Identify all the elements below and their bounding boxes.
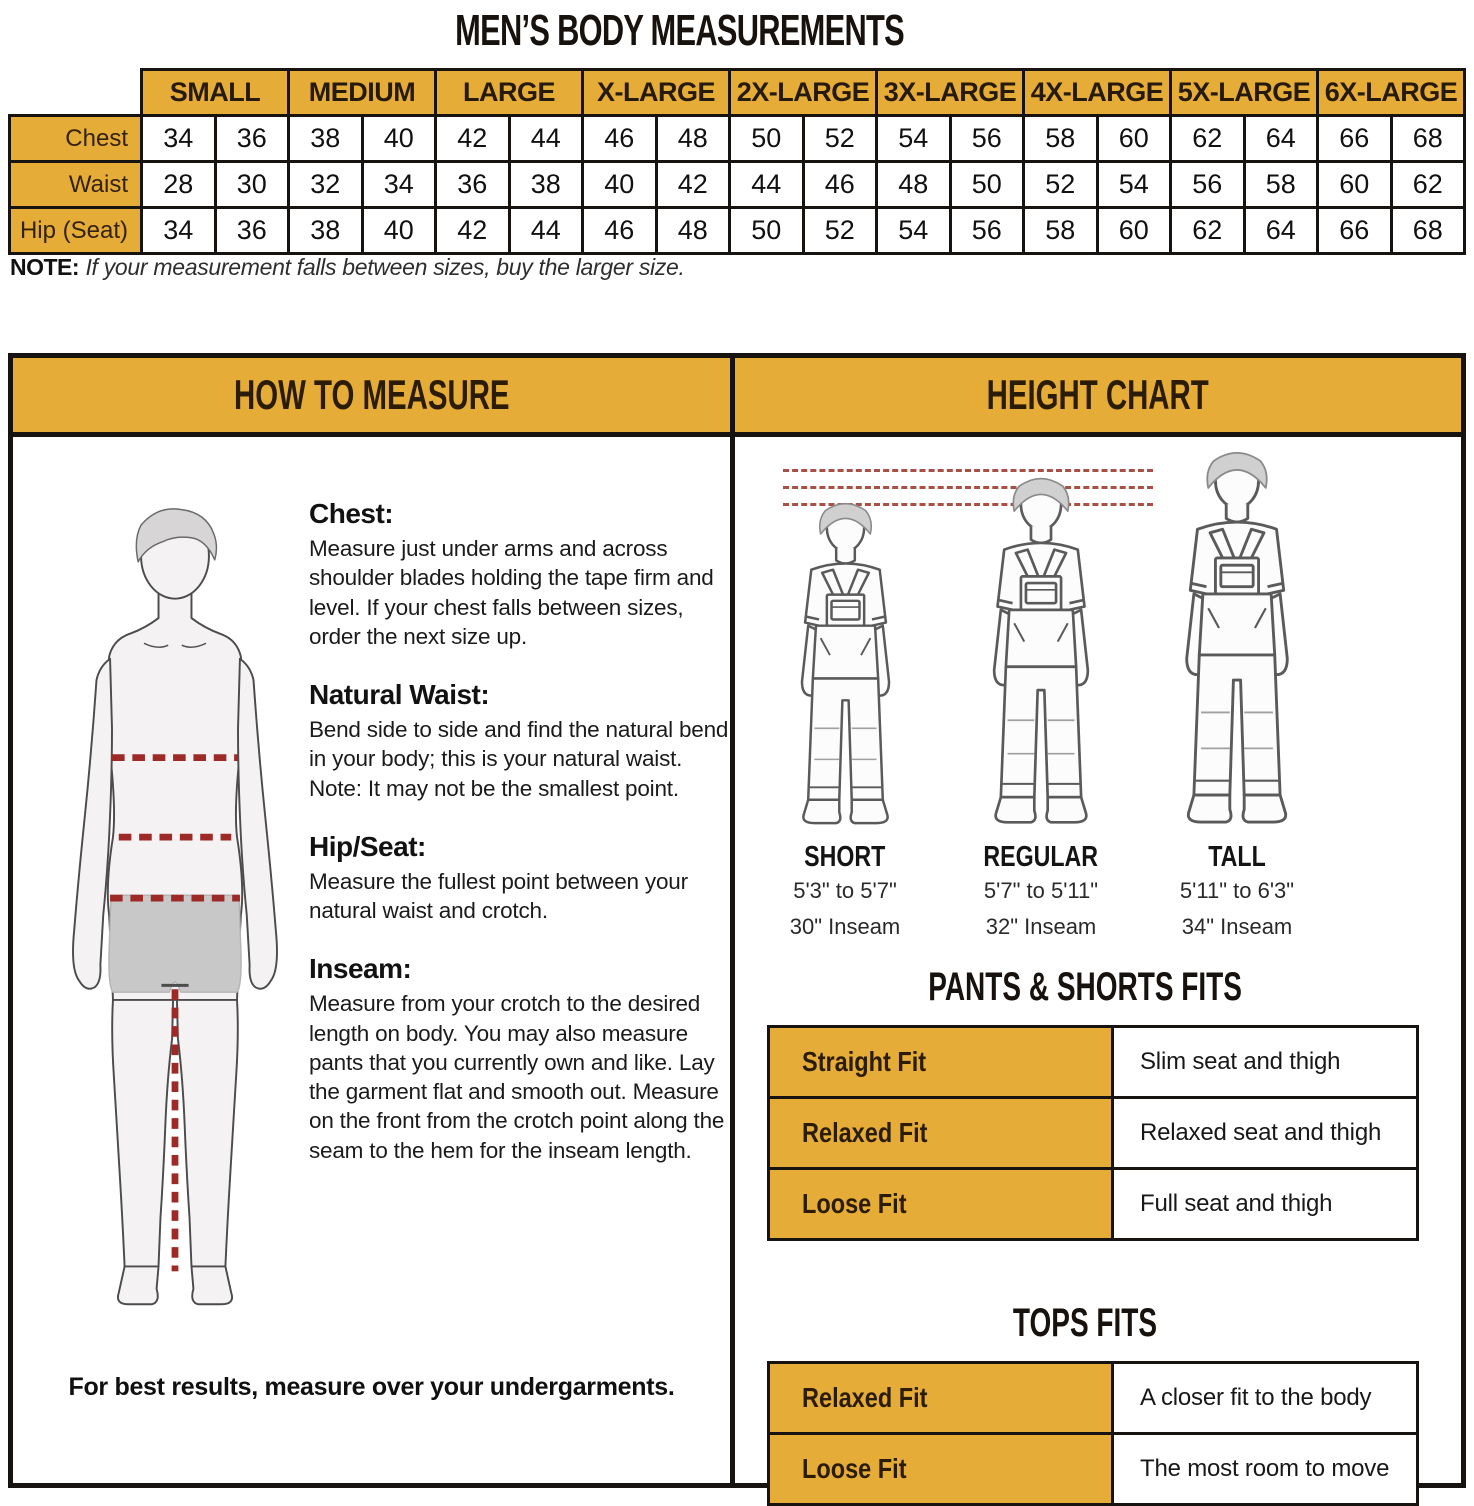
height-chart-header: HEIGHT CHART: [735, 358, 1461, 437]
size-value-cell: 42: [656, 162, 730, 208]
size-value-cell: 40: [362, 208, 436, 254]
size-value-cell: 64: [1244, 116, 1318, 162]
table-row: [769, 1169, 1418, 1240]
instruction-heading: Natural Waist:: [309, 679, 490, 710]
size-value-cell: 36: [215, 116, 289, 162]
size-value-cell: 52: [1024, 162, 1098, 208]
overalls-figure-regular-icon: [949, 469, 1133, 831]
tops-fits-table: [767, 1361, 1419, 1506]
size-group-header: SMALL: [142, 70, 289, 116]
instruction-inseam: [309, 953, 729, 1165]
size-value-cell: 42: [436, 208, 510, 254]
size-value-cell: 30: [215, 162, 289, 208]
instruction-body: Measure the fullest point between your natural waist and crotch.: [309, 868, 688, 923]
fit-label: Loose Fit: [769, 1434, 1113, 1505]
tops-fits-heading: TOPS FITS: [1012, 1301, 1158, 1345]
size-value-cell: 66: [1318, 116, 1392, 162]
fit-description: Full seat and thigh: [1113, 1169, 1418, 1240]
size-value-cell: 60: [1097, 116, 1171, 162]
figure-inseam: 32" Inseam: [985, 914, 1097, 939]
size-value-cell: 34: [362, 162, 436, 208]
fit-label: Loose Fit: [769, 1169, 1113, 1240]
size-value-cell: 68: [1391, 208, 1465, 254]
size-value-cell: 56: [950, 208, 1024, 254]
instruction-hip-seat: [309, 831, 729, 926]
height-chart-section: [735, 358, 1461, 1483]
size-value-cell: 54: [877, 208, 951, 254]
size-value-cell: 48: [877, 162, 951, 208]
figure-label: SHORT: [804, 841, 886, 873]
size-value-cell: 52: [803, 116, 877, 162]
pants-fits-table: [767, 1025, 1419, 1241]
size-value-cell: 54: [1097, 162, 1171, 208]
size-value-cell: 50: [730, 208, 804, 254]
figure-inseam: 30" Inseam: [789, 914, 901, 939]
overalls-figure-short-icon: [760, 495, 931, 831]
size-value-cell: 38: [509, 162, 583, 208]
fit-description: A closer fit to the body: [1113, 1363, 1418, 1434]
size-group-header: 4X-LARGE: [1024, 70, 1171, 116]
size-value-cell: 28: [142, 162, 216, 208]
fit-label: Relaxed Fit: [769, 1363, 1113, 1434]
size-value-cell: 44: [509, 208, 583, 254]
size-table: [8, 68, 1466, 255]
table-row: [769, 1098, 1418, 1169]
height-figures: [747, 445, 1347, 937]
size-value-cell: 40: [583, 162, 657, 208]
size-value-cell: 56: [950, 116, 1024, 162]
size-row-label: Chest: [10, 116, 142, 162]
size-value-cell: 36: [436, 162, 510, 208]
size-group-header: 3X-LARGE: [877, 70, 1024, 116]
size-value-cell: 40: [362, 116, 436, 162]
table-row: [769, 1027, 1418, 1098]
overalls-figure-tall-icon: [1138, 443, 1336, 831]
size-value-cell: 38: [289, 208, 363, 254]
instruction-body: Bend side to side and find the natural bend in your body; this is your natural waist. Note: It may not be the smallest point.: [309, 717, 729, 801]
body-measurement-figure: [49, 493, 301, 1313]
measure-instructions: [309, 498, 729, 1193]
size-table-row: [10, 208, 1465, 254]
page-title: MEN’S BODY MEASUREMENTS: [455, 6, 905, 55]
size-value-cell: 46: [583, 116, 657, 162]
size-value-cell: 60: [1318, 162, 1392, 208]
figure-height-range: 5'7" to 5'11": [983, 878, 1099, 903]
size-value-cell: 44: [730, 162, 804, 208]
table-row: [769, 1434, 1418, 1505]
instruction-heading: Hip/Seat:: [309, 830, 426, 862]
table-row: [769, 1363, 1418, 1434]
size-value-cell: 64: [1244, 208, 1318, 254]
size-value-cell: 50: [950, 162, 1024, 208]
size-value-cell: 62: [1391, 162, 1465, 208]
figure-height-range: 5'11" to 6'3": [1179, 878, 1295, 903]
size-group-header: 5X-LARGE: [1171, 70, 1318, 116]
size-value-cell: 42: [436, 116, 510, 162]
size-group-header: 6X-LARGE: [1318, 70, 1465, 116]
size-value-cell: 62: [1171, 208, 1245, 254]
size-value-cell: 62: [1171, 116, 1245, 162]
fit-label: Relaxed Fit: [769, 1098, 1113, 1169]
instruction-body: Measure from your crotch to the desired length on body. You may also measure pants that you currently own and like. Lay the garment flat and smooth out. Measure on the front from the crotch point along the seam to the hem for the inseam length.: [309, 991, 725, 1163]
fit-label: Straight Fit: [769, 1027, 1113, 1098]
lower-panel: [8, 353, 1466, 1488]
size-value-cell: 48: [656, 116, 730, 162]
size-value-cell: 32: [289, 162, 363, 208]
fit-description: Relaxed seat and thigh: [1113, 1098, 1418, 1169]
pants-fits-heading: PANTS & SHORTS FITS: [928, 965, 1242, 1009]
size-table-row: [10, 116, 1465, 162]
size-row-label: Hip (Seat): [10, 208, 142, 254]
figure-tall: [1139, 443, 1335, 937]
size-value-cell: 44: [509, 116, 583, 162]
size-value-cell: 58: [1024, 116, 1098, 162]
size-value-cell: 36: [215, 208, 289, 254]
note-label: NOTE:: [10, 254, 80, 280]
how-to-measure-header: HOW TO MEASURE: [13, 358, 730, 437]
size-value-cell: 58: [1024, 208, 1098, 254]
size-group-header: 2X-LARGE: [730, 70, 877, 116]
instruction-natural-waist: [309, 679, 729, 803]
size-value-cell: 46: [583, 208, 657, 254]
instruction-heading: Inseam:: [309, 953, 412, 985]
size-value-cell: 56: [1171, 162, 1245, 208]
figure-label: REGULAR: [983, 841, 1099, 873]
size-value-cell: 50: [730, 116, 804, 162]
size-note: [10, 254, 685, 281]
size-value-cell: 58: [1244, 162, 1318, 208]
size-value-cell: 52: [803, 208, 877, 254]
size-value-cell: 34: [142, 116, 216, 162]
size-table-corner: [10, 70, 142, 116]
size-value-cell: 46: [803, 162, 877, 208]
size-value-cell: 38: [289, 116, 363, 162]
figure-inseam: 34" Inseam: [1181, 914, 1293, 939]
figure-regular: [943, 469, 1139, 937]
fit-description: The most room to move: [1113, 1434, 1418, 1505]
fit-description: Slim seat and thigh: [1113, 1027, 1418, 1098]
size-value-cell: 34: [142, 208, 216, 254]
instruction-body: Measure just under arms and across shoulder blades holding the tape firm and level. If your chest falls between sizes, order the next size up.: [309, 536, 714, 649]
size-value-cell: 48: [656, 208, 730, 254]
measure-footer-note: For best results, measure over your undergarments.: [68, 1373, 675, 1401]
size-value-cell: 68: [1391, 116, 1465, 162]
instruction-heading: Chest:: [309, 498, 394, 529]
size-value-cell: 54: [877, 116, 951, 162]
size-row-label: Waist: [10, 162, 142, 208]
size-group-header: MEDIUM: [289, 70, 436, 116]
how-to-measure-section: [13, 358, 735, 1483]
size-value-cell: 66: [1318, 208, 1392, 254]
note-text: If your measurement falls between sizes, buy the larger size.: [85, 254, 685, 280]
figure-short: [747, 495, 943, 937]
size-group-header: LARGE: [436, 70, 583, 116]
instruction-chest: [309, 498, 729, 651]
size-group-header: X-LARGE: [583, 70, 730, 116]
size-value-cell: 60: [1097, 208, 1171, 254]
size-table-row: [10, 162, 1465, 208]
figure-label: TALL: [1208, 841, 1266, 873]
figure-height-range: 5'3" to 5'7": [793, 878, 897, 903]
